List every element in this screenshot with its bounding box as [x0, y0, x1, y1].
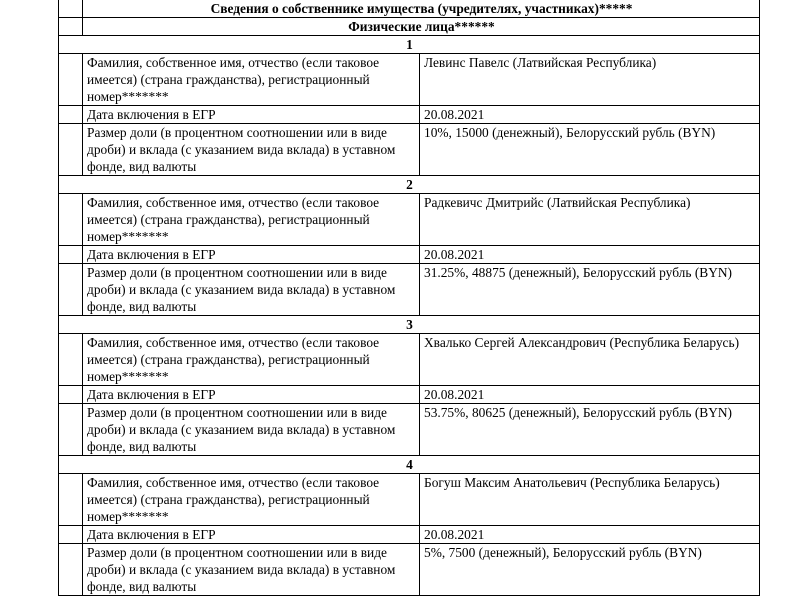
share-label: Размер доли (в процентном соотношении или в виде дроби) и вклада (с указанием вида вклада) в уставном фонде, вид валюты: [83, 124, 420, 176]
name-value: Богуш Максим Анатольевич (Республика Беларусь): [420, 474, 760, 526]
share-value: 5%, 7500 (денежный), Белорусский рубль (BYN): [420, 544, 760, 596]
table-row: [59, 386, 760, 404]
gutter-cell: [59, 544, 83, 596]
share-label: Размер доли (в процентном соотношении или в виде дроби) и вклада (с указанием вида вклада) в уставном фонде, вид валюты: [83, 264, 420, 316]
name-label: Фамилия, собственное имя, отчество (если таковое имеется) (страна гражданства), регистрационный номер*******: [83, 474, 420, 526]
table-row: [59, 194, 760, 246]
person-number-row: [59, 176, 760, 194]
date-label: Дата включения в ЕГР: [83, 386, 420, 404]
date-label: Дата включения в ЕГР: [83, 246, 420, 264]
gutter-cell: [59, 404, 83, 456]
date-value: 20.08.2021: [420, 386, 760, 404]
table-row: [59, 264, 760, 316]
name-label: Фамилия, собственное имя, отчество (если таковое имеется) (страна гражданства), регистрационный номер*******: [83, 194, 420, 246]
date-value: 20.08.2021: [420, 106, 760, 124]
table-row: [59, 246, 760, 264]
date-value: 20.08.2021: [420, 526, 760, 544]
person-number: 4: [59, 456, 760, 474]
section-subtitle: Физические лица******: [83, 18, 760, 36]
share-value: 10%, 15000 (денежный), Белорусский рубль (BYN): [420, 124, 760, 176]
gutter-cell: [59, 124, 83, 176]
table-row: [59, 54, 760, 106]
gutter-cell: [59, 526, 83, 544]
person-number: 1: [59, 36, 760, 54]
person-number-row: [59, 36, 760, 54]
table-row: [59, 544, 760, 596]
section-title: Сведения о собственнике имущества (учредителях, участниках)*****: [83, 0, 760, 18]
gutter-cell: [59, 334, 83, 386]
gutter-cell: [59, 386, 83, 404]
owners-table: [58, 0, 760, 596]
name-label: Фамилия, собственное имя, отчество (если таковое имеется) (страна гражданства), регистрационный номер*******: [83, 54, 420, 106]
name-value: Хвалько Сергей Александрович (Республика Беларусь): [420, 334, 760, 386]
gutter-cell: [59, 18, 83, 36]
table-header-row: [59, 0, 760, 18]
gutter-cell: [59, 474, 83, 526]
person-number-row: [59, 316, 760, 334]
table-row: [59, 106, 760, 124]
gutter-cell: [59, 106, 83, 124]
table-row: [59, 404, 760, 456]
name-value: Левинс Павелс (Латвийская Республика): [420, 54, 760, 106]
table-row: [59, 124, 760, 176]
table-row: [59, 334, 760, 386]
share-value: 53.75%, 80625 (денежный), Белорусский рубль (BYN): [420, 404, 760, 456]
date-value: 20.08.2021: [420, 246, 760, 264]
share-value: 31.25%, 48875 (денежный), Белорусский рубль (BYN): [420, 264, 760, 316]
name-label: Фамилия, собственное имя, отчество (если таковое имеется) (страна гражданства), регистрационный номер*******: [83, 334, 420, 386]
person-number: 3: [59, 316, 760, 334]
gutter-cell: [59, 194, 83, 246]
date-label: Дата включения в ЕГР: [83, 526, 420, 544]
person-number: 2: [59, 176, 760, 194]
gutter-cell: [59, 0, 83, 18]
table-row: [59, 474, 760, 526]
name-value: Радкевичс Дмитрийс (Латвийская Республика): [420, 194, 760, 246]
date-label: Дата включения в ЕГР: [83, 106, 420, 124]
share-label: Размер доли (в процентном соотношении или в виде дроби) и вклада (с указанием вида вклада) в уставном фонде, вид валюты: [83, 404, 420, 456]
table-row: [59, 526, 760, 544]
table-subheader-row: [59, 18, 760, 36]
person-number-row: [59, 456, 760, 474]
gutter-cell: [59, 264, 83, 316]
share-label: Размер доли (в процентном соотношении или в виде дроби) и вклада (с указанием вида вклада) в уставном фонде, вид валюты: [83, 544, 420, 596]
gutter-cell: [59, 54, 83, 106]
gutter-cell: [59, 246, 83, 264]
